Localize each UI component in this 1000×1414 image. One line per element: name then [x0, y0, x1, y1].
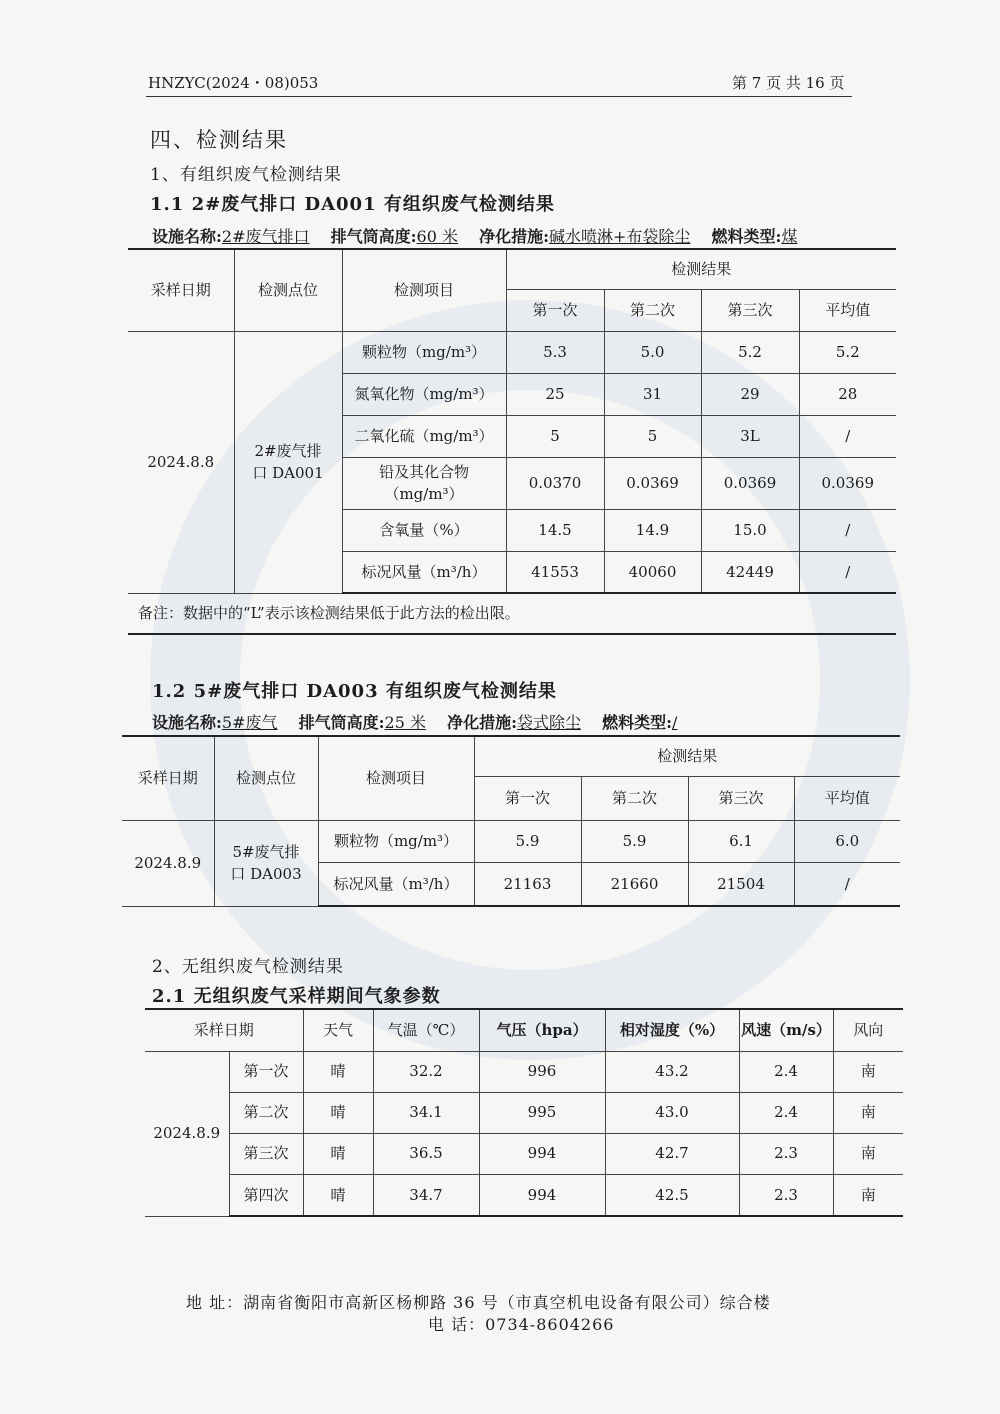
- cell-wind-speed: 2.4: [739, 1092, 833, 1133]
- cell-item: 含氧量（%）: [342, 509, 506, 551]
- cell-date: 2024.8.8: [128, 331, 234, 593]
- cell-wind-dir: 南: [833, 1133, 903, 1174]
- note-rule: [128, 633, 896, 635]
- footer-address: 地 址：湖南省衡阳市高新区杨柳路 36 号（市真空机电设备有限公司）综合楼: [186, 1293, 771, 1312]
- cell-value: 6.1: [688, 820, 794, 862]
- cell-value: 29: [701, 373, 799, 415]
- section-title: 四、检测结果: [150, 128, 288, 152]
- cell-value: /: [799, 509, 896, 551]
- cell-value: /: [799, 551, 896, 593]
- cell-weather: 晴: [303, 1174, 373, 1216]
- cell-value: 0.0370: [506, 457, 604, 509]
- cell-value: 5.9: [581, 820, 688, 862]
- cell-value: 15.0: [701, 509, 799, 551]
- cell-value: 42449: [701, 551, 799, 593]
- th-r1: 第一次: [506, 289, 604, 331]
- cell-value: 25: [506, 373, 604, 415]
- cell-point: 2#废气排口 DA001: [234, 331, 342, 593]
- th-r3: 第三次: [701, 289, 799, 331]
- cell-item: 标况风量（m³/h）: [318, 862, 474, 906]
- cell-point: 5#废气排口 DA003: [214, 820, 318, 906]
- cell-value: 41553: [506, 551, 604, 593]
- cell-value: /: [794, 862, 900, 906]
- cell-item: 标况风量（m³/h）: [342, 551, 506, 593]
- cell-date: 2024.8.9: [122, 820, 214, 906]
- cell-temp: 36.5: [373, 1133, 479, 1174]
- cell-item: 颗粒物（mg/m³）: [342, 331, 506, 373]
- header-rule: [146, 96, 852, 97]
- cell-round: 第三次: [229, 1133, 303, 1174]
- th-avg: 平均值: [799, 289, 896, 331]
- cell-item: 颗粒物（mg/m³）: [318, 820, 474, 862]
- th-r2: 第二次: [581, 776, 688, 820]
- section2-title: 2、无组织废气检测结果: [152, 957, 344, 977]
- cell-round: 第二次: [229, 1092, 303, 1133]
- th-point: 检测点位: [234, 249, 342, 331]
- cell-wind-speed: 2.4: [739, 1051, 833, 1092]
- cell-humidity: 43.0: [605, 1092, 739, 1133]
- footer-phone: 电 话：0734-8604266: [428, 1315, 615, 1334]
- cell-round: 第一次: [229, 1051, 303, 1092]
- cell-wind-speed: 2.3: [739, 1133, 833, 1174]
- report-number: HNZYC(2024・08)053: [148, 74, 319, 92]
- page-info: 第 7 页 共 16 页: [732, 74, 845, 92]
- cell-pressure: 996: [479, 1051, 605, 1092]
- cell-value: 0.0369: [701, 457, 799, 509]
- table1: [128, 248, 896, 594]
- th-r1: 第一次: [474, 776, 581, 820]
- th-avg: 平均值: [794, 776, 900, 820]
- cell-date: 2024.8.9: [145, 1051, 229, 1216]
- cell-value: 0.0369: [604, 457, 701, 509]
- table1-title: 1.1 2#废气排口 DA001 有组织废气检测结果: [150, 194, 555, 215]
- cell-weather: 晴: [303, 1092, 373, 1133]
- cell-value: 28: [799, 373, 896, 415]
- th-date: 采样日期: [128, 249, 234, 331]
- table2-facility-line: 设施名称:5#废气 排气筒高度:25 米 净化措施:袋式除尘 燃料类型:/: [152, 713, 678, 732]
- cell-wind-dir: 南: [833, 1051, 903, 1092]
- th-date: 采样日期: [122, 736, 214, 820]
- th-result: 检测结果: [474, 736, 900, 776]
- table2: [122, 735, 900, 907]
- th-result: 检测结果: [506, 249, 896, 289]
- cell-value: 5.3: [506, 331, 604, 373]
- th-wind-dir: 风向: [833, 1009, 903, 1051]
- cell-pressure: 995: [479, 1092, 605, 1133]
- th-point: 检测点位: [214, 736, 318, 820]
- cell-humidity: 42.7: [605, 1133, 739, 1174]
- th-item: 检测项目: [318, 736, 474, 820]
- table2-title: 1.2 5#废气排口 DA003 有组织废气检测结果: [152, 681, 557, 702]
- cell-humidity: 43.2: [605, 1051, 739, 1092]
- cell-value: 31: [604, 373, 701, 415]
- cell-value: 40060: [604, 551, 701, 593]
- cell-value: 6.0: [794, 820, 900, 862]
- cell-temp: 34.7: [373, 1174, 479, 1216]
- cell-value: 3L: [701, 415, 799, 457]
- cell-value: 5.2: [701, 331, 799, 373]
- cell-item: 二氧化硫（mg/m³）: [342, 415, 506, 457]
- th-date: 采样日期: [145, 1009, 303, 1051]
- th-wind-speed: 风速（m/s）: [739, 1009, 833, 1051]
- cell-wind-speed: 2.3: [739, 1174, 833, 1216]
- th-item: 检测项目: [342, 249, 506, 331]
- th-humidity: 相对湿度（%）: [605, 1009, 739, 1051]
- th-r3: 第三次: [688, 776, 794, 820]
- table1-facility-line: 设施名称:2#废气排口 排气筒高度:60 米 净化措施:碱水喷淋+布袋除尘 燃料类型:煤: [152, 227, 798, 246]
- cell-value: 5: [506, 415, 604, 457]
- cell-weather: 晴: [303, 1051, 373, 1092]
- cell-value: 14.5: [506, 509, 604, 551]
- table3: [145, 1008, 903, 1217]
- table3-title: 2.1 无组织废气采样期间气象参数: [152, 986, 441, 1007]
- table1-note: 备注：数据中的“L”表示该检测结果低于此方法的检出限。: [138, 604, 520, 622]
- cell-value: 21504: [688, 862, 794, 906]
- cell-wind-dir: 南: [833, 1092, 903, 1133]
- cell-value: 5.0: [604, 331, 701, 373]
- cell-weather: 晴: [303, 1133, 373, 1174]
- subsection-title: 1、有组织废气检测结果: [150, 165, 342, 185]
- cell-value: 5: [604, 415, 701, 457]
- cell-wind-dir: 南: [833, 1174, 903, 1216]
- th-weather: 天气: [303, 1009, 373, 1051]
- cell-pressure: 994: [479, 1133, 605, 1174]
- cell-value: 5.2: [799, 331, 896, 373]
- cell-value: /: [799, 415, 896, 457]
- th-r2: 第二次: [604, 289, 701, 331]
- th-temp: 气温（℃）: [373, 1009, 479, 1051]
- cell-temp: 32.2: [373, 1051, 479, 1092]
- cell-pressure: 994: [479, 1174, 605, 1216]
- cell-value: 21163: [474, 862, 581, 906]
- th-pressure: 气压（hpa）: [479, 1009, 605, 1051]
- cell-value: 14.9: [604, 509, 701, 551]
- cell-value: 0.0369: [799, 457, 896, 509]
- cell-value: 5.9: [474, 820, 581, 862]
- cell-temp: 34.1: [373, 1092, 479, 1133]
- cell-round: 第四次: [229, 1174, 303, 1216]
- cell-value: 21660: [581, 862, 688, 906]
- cell-item: 氮氧化物（mg/m³）: [342, 373, 506, 415]
- cell-humidity: 42.5: [605, 1174, 739, 1216]
- cell-item: 铅及其化合物（mg/m³）: [342, 457, 506, 509]
